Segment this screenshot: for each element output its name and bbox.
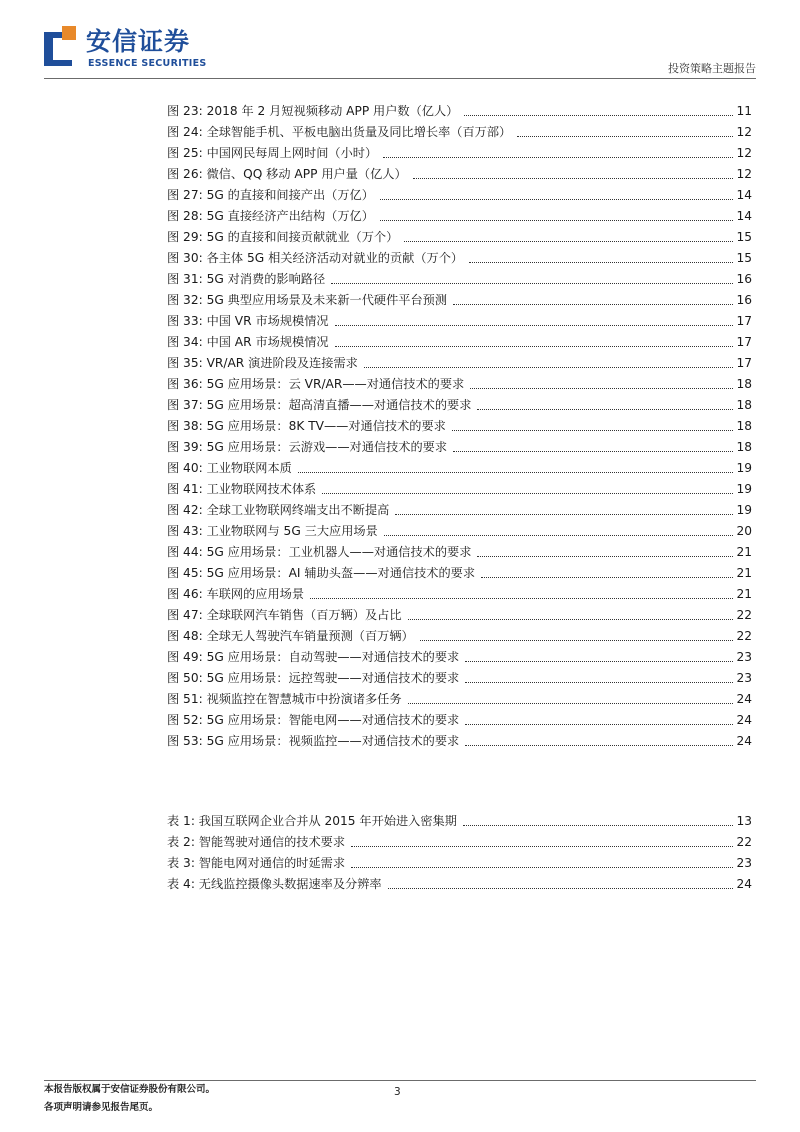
entry-title [167,167,407,182]
entry-caption: 我国互联网企业合并从 2015 年开始进入密集期 [198,814,457,828]
entry-page-number: 23 [736,650,752,664]
entry-page-number: 17 [736,356,752,370]
entry-label: 图 51: [167,692,203,706]
figure-list-entry[interactable] [167,350,752,371]
figure-list [167,98,752,749]
dot-leader [310,598,733,599]
entry-title [167,814,457,829]
figure-list-entry[interactable] [167,371,752,392]
figure-list-entry[interactable] [167,686,752,707]
figure-list-entry[interactable] [167,560,752,581]
figure-list-entry[interactable] [167,581,752,602]
dot-leader [408,703,734,704]
entry-caption: 全球工业物联网终端支出不断提高 [206,503,390,517]
dot-leader [470,388,733,389]
entry-label: 图 23: [167,104,203,118]
entry-page-number: 16 [736,272,752,286]
entry-title [167,629,414,644]
entry-label: 图 29: [167,230,203,244]
entry-page-number: 24 [736,692,752,706]
entry-title [167,461,292,476]
entry-caption: 视频监控在智慧城市中扮演诸多任务 [206,692,402,706]
entry-caption: 各主体 5G 相关经济活动对就业的贡献（万个） [206,251,464,265]
entry-caption: 5G 对消费的影响路径 [206,272,326,286]
dot-leader [413,178,734,179]
entry-title [167,650,459,665]
entry-label: 图 28: [167,209,203,223]
entry-label: 表 3: [167,856,195,870]
entry-page-number: 15 [736,230,752,244]
entry-page-number: 18 [736,440,752,454]
entry-caption: 5G 应用场景：视频监控——对通信技术的要求 [206,734,460,748]
entry-page-number: 16 [736,293,752,307]
dot-leader [335,346,734,347]
dot-leader [453,451,733,452]
entry-title [167,188,374,203]
entry-caption: 智能驾驶对通信的技术要求 [198,835,346,849]
entry-title [167,545,471,560]
entry-page-number: 14 [736,209,752,223]
figure-list-entry[interactable] [167,98,752,119]
table-list [167,808,752,892]
entry-label: 图 27: [167,188,203,202]
figure-list-entry[interactable] [167,707,752,728]
entry-page-number: 15 [736,251,752,265]
entry-caption: 微信、QQ 移动 APP 用户量（亿人） [206,167,407,181]
entry-label: 图 42: [167,503,203,517]
dot-leader [408,619,734,620]
entry-page-number: 24 [736,734,752,748]
figure-list-entry[interactable] [167,455,752,476]
figure-list-entry[interactable] [167,644,752,665]
entry-page-number: 14 [736,188,752,202]
dot-leader [383,157,733,158]
entry-title [167,125,511,140]
table-list-entry[interactable] [167,829,752,850]
entry-caption: 5G 应用场景：远控驾驶——对通信技术的要求 [206,671,460,685]
entry-page-number: 22 [736,835,752,849]
figure-list-entry[interactable] [167,602,752,623]
dot-leader [420,640,734,641]
entry-label: 图 34: [167,335,203,349]
entry-caption: VR/AR 演进阶段及连接需求 [206,356,358,370]
dot-leader [477,409,733,410]
dot-leader [465,661,733,662]
entry-label: 图 48: [167,629,203,643]
entry-caption: 5G 典型应用场景及未来新一代硬件平台预测 [206,293,448,307]
disclaimer-notice: 各项声明请参见报告尾页。 [44,1102,159,1113]
entry-page-number: 18 [736,377,752,391]
entry-label: 图 32: [167,293,203,307]
entry-title [167,713,459,728]
brand-name-en: ESSENCE SECURITIES [88,58,207,69]
entry-title [167,398,471,413]
figure-list-entry[interactable] [167,182,752,203]
entry-label: 图 35: [167,356,203,370]
footer-divider [44,1080,756,1081]
entry-page-number: 21 [736,587,752,601]
entry-page-number: 13 [736,814,752,828]
dot-leader [404,241,733,242]
entry-page-number: 18 [736,398,752,412]
figure-list-entry[interactable] [167,140,752,161]
entry-caption: 智能电网对通信的时延需求 [198,856,346,870]
entry-caption: 5G 应用场景：智能电网——对通信技术的要求 [206,713,460,727]
page-number: 3 [394,1086,401,1098]
entry-caption: 全球智能手机、平板电脑出货量及同比增长率（百万部） [206,125,512,139]
entry-caption: 5G 应用场景：超高清直播——对通信技术的要求 [206,398,472,412]
dot-leader [384,535,734,536]
entry-page-number: 11 [736,104,752,118]
table-list-entry[interactable] [167,850,752,871]
entry-page-number: 17 [736,314,752,328]
dot-leader [364,367,734,368]
figure-list-entry[interactable] [167,392,752,413]
entry-page-number: 12 [736,146,752,160]
entry-title [167,835,345,850]
entry-title [167,608,402,623]
dot-leader [388,888,734,889]
entry-title [167,587,304,602]
entry-page-number: 19 [736,482,752,496]
dot-leader [380,199,734,200]
entry-label: 图 46: [167,587,203,601]
table-list-entry[interactable] [167,871,752,892]
entry-label: 图 45: [167,566,203,580]
figure-list-entry[interactable] [167,119,752,140]
entry-page-number: 19 [736,503,752,517]
entry-caption: 车联网的应用场景 [206,587,305,601]
copyright-notice: 本报告版权属于安信证券股份有限公司。 [44,1084,216,1095]
figure-list-entry[interactable] [167,329,752,350]
entry-label: 图 25: [167,146,203,160]
table-list-entry[interactable] [167,808,752,829]
entry-title [167,419,446,434]
entry-title [167,377,464,392]
entry-caption: 5G 的直接和间接产出（万亿） [206,188,374,202]
figure-list-entry[interactable] [167,203,752,224]
entry-title [167,734,459,749]
figure-list-entry[interactable] [167,497,752,518]
entry-label: 表 2: [167,835,195,849]
dot-leader [517,136,733,137]
figure-list-entry[interactable] [167,308,752,329]
entry-title [167,856,345,871]
entry-caption: 5G 直接经济产出结构（万亿） [206,209,374,223]
entry-title [167,104,458,119]
figure-list-entry[interactable] [167,623,752,644]
entry-label: 表 1: [167,814,195,828]
entry-title [167,566,475,581]
dot-leader [469,262,733,263]
entry-label: 图 24: [167,125,203,139]
entry-page-number: 21 [736,545,752,559]
dot-leader [351,867,733,868]
report-type-label: 投资策略主题报告 [668,62,756,75]
dot-leader [322,493,733,494]
dot-leader [380,220,734,221]
dot-leader [465,724,733,725]
entry-label: 图 38: [167,419,203,433]
entry-label: 图 52: [167,713,203,727]
entry-label: 图 44: [167,545,203,559]
entry-caption: 工业物联网本质 [206,461,292,475]
entry-page-number: 12 [736,125,752,139]
entry-title [167,503,389,518]
figure-list-entry[interactable] [167,434,752,455]
figure-list-entry[interactable] [167,245,752,266]
entry-title [167,482,316,497]
entry-label: 图 30: [167,251,203,265]
entry-title [167,671,459,686]
entry-caption: 5G 应用场景：工业机器人——对通信技术的要求 [206,545,472,559]
entry-label: 图 41: [167,482,203,496]
dot-leader [335,325,734,326]
entry-caption: 全球无人驾驶汽车销量预测（百万辆） [206,629,414,643]
entry-label: 图 50: [167,671,203,685]
entry-title [167,251,463,266]
dot-leader [464,115,733,116]
entry-page-number: 24 [736,877,752,891]
header-divider [44,78,756,79]
entry-title [167,692,402,707]
entry-page-number: 22 [736,608,752,622]
figure-list-entry[interactable] [167,665,752,686]
dot-leader [481,577,733,578]
entry-label: 图 33: [167,314,203,328]
entry-caption: 2018 年 2 月短视频移动 APP 用户数（亿人） [206,104,459,118]
entry-title [167,146,377,161]
figure-list-entry[interactable] [167,413,752,434]
dot-leader [351,846,733,847]
figure-list-entry[interactable] [167,539,752,560]
dot-leader [453,304,733,305]
entry-label: 图 31: [167,272,203,286]
page-header [0,0,800,80]
entry-page-number: 24 [736,713,752,727]
entry-title [167,209,374,224]
dot-leader [395,514,733,515]
entry-caption: 5G 应用场景：AI 辅助头盔——对通信技术的要求 [206,566,476,580]
dot-leader [452,430,734,431]
figure-list-entry[interactable] [167,161,752,182]
entry-label: 图 26: [167,167,203,181]
entry-label: 图 49: [167,650,203,664]
entry-label: 图 39: [167,440,203,454]
entry-page-number: 17 [736,335,752,349]
entry-title [167,877,382,892]
figure-list-entry[interactable] [167,476,752,497]
entry-page-number: 21 [736,566,752,580]
entry-page-number: 12 [736,167,752,181]
entry-title [167,293,447,308]
entry-page-number: 22 [736,629,752,643]
entry-title [167,356,358,371]
dot-leader [331,283,733,284]
entry-caption: 5G 应用场景：云游戏——对通信技术的要求 [206,440,448,454]
dot-leader [463,825,734,826]
entry-caption: 5G 应用场景：8K TV——对通信技术的要求 [206,419,446,433]
entry-page-number: 23 [736,671,752,685]
entry-caption: 工业物联网技术体系 [206,482,317,496]
entry-caption: 中国 AR 市场规模情况 [206,335,329,349]
entry-page-number: 20 [736,524,752,538]
entry-title [167,230,398,245]
entry-label: 图 40: [167,461,203,475]
entry-title [167,440,447,455]
entry-title [167,335,329,350]
figure-list-entry[interactable] [167,518,752,539]
figure-list-entry[interactable] [167,224,752,245]
entry-label: 图 36: [167,377,203,391]
figure-list-entry[interactable] [167,266,752,287]
figure-list-entry[interactable] [167,728,752,749]
entry-caption: 5G 的直接和间接贡献就业（万个） [206,230,399,244]
entry-caption: 无线监控摄像头数据速率及分辨率 [198,877,382,891]
entry-title [167,272,325,287]
entry-page-number: 19 [736,461,752,475]
entry-caption: 全球联网汽车销售（百万辆）及占比 [206,608,402,622]
dot-leader [477,556,733,557]
dot-leader [465,682,733,683]
entry-label: 图 43: [167,524,203,538]
entry-caption: 工业物联网与 5G 三大应用场景 [206,524,378,538]
entry-page-number: 18 [736,419,752,433]
entry-label: 图 53: [167,734,203,748]
entry-label: 图 47: [167,608,203,622]
entry-page-number: 23 [736,856,752,870]
dot-leader [298,472,734,473]
figure-list-entry[interactable] [167,287,752,308]
brand-name-cn: 安信证券 [86,27,191,56]
entry-label: 表 4: [167,877,195,891]
entry-caption: 中国网民每周上网时间（小时） [206,146,378,160]
dot-leader [465,745,733,746]
entry-label: 图 37: [167,398,203,412]
essence-logo-icon [44,26,78,68]
entry-title [167,314,329,329]
entry-title [167,524,378,539]
entry-caption: 5G 应用场景：云 VR/AR——对通信技术的要求 [206,377,465,391]
entry-caption: 5G 应用场景：自动驾驶——对通信技术的要求 [206,650,460,664]
entry-caption: 中国 VR 市场规模情况 [206,314,329,328]
